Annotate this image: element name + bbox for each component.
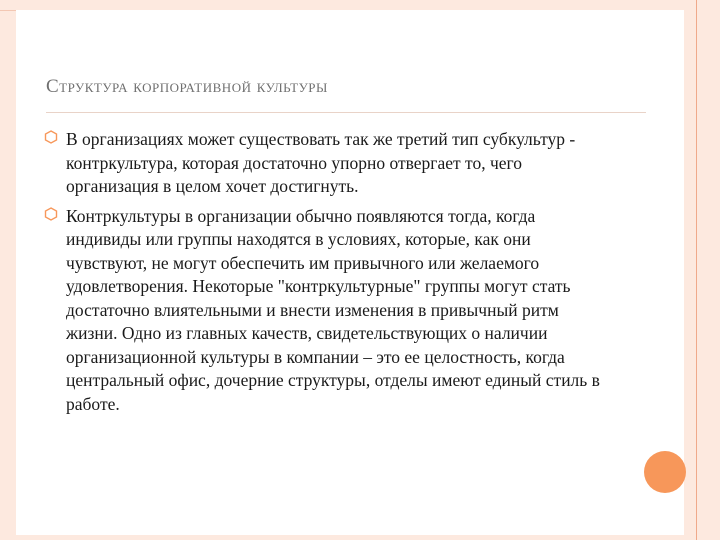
bullet-item	[44, 205, 614, 417]
title-divider	[46, 112, 646, 113]
right-border-line	[696, 0, 697, 540]
bullet-text: В организациях может существовать так же третий тип субкультур - контркультура, которая достаточно упорно отвергает то, чего организация в целом хочет достигнуть.	[66, 129, 576, 196]
hexagon-bullet-icon	[44, 130, 58, 144]
hexagon-bullet-icon	[44, 207, 58, 221]
orange-circle-icon	[644, 451, 686, 493]
bullet-list	[44, 128, 614, 416]
right-decorative-band	[684, 0, 720, 540]
bullet-text: Контркультуры в организации обычно появляются тогда, когда индивиды или группы находятся в условиях, которые, как они чувствуют, не могут обеспечить им привычного или желаемого удовлетворения. Некоторые "контркультурные" группы могут стать достаточно влиятельными и внести изменения в привычный ритм жизни. Одно из главных качеств, свидетельствующих о наличии организационной культуры в компании – это ее целостность, когда центральный офис, дочерние структуры, отделы имеют единый стиль в работе.	[66, 205, 600, 414]
slide-title: Структура корпоративной культуры	[46, 76, 328, 97]
bullet-item	[44, 128, 614, 199]
